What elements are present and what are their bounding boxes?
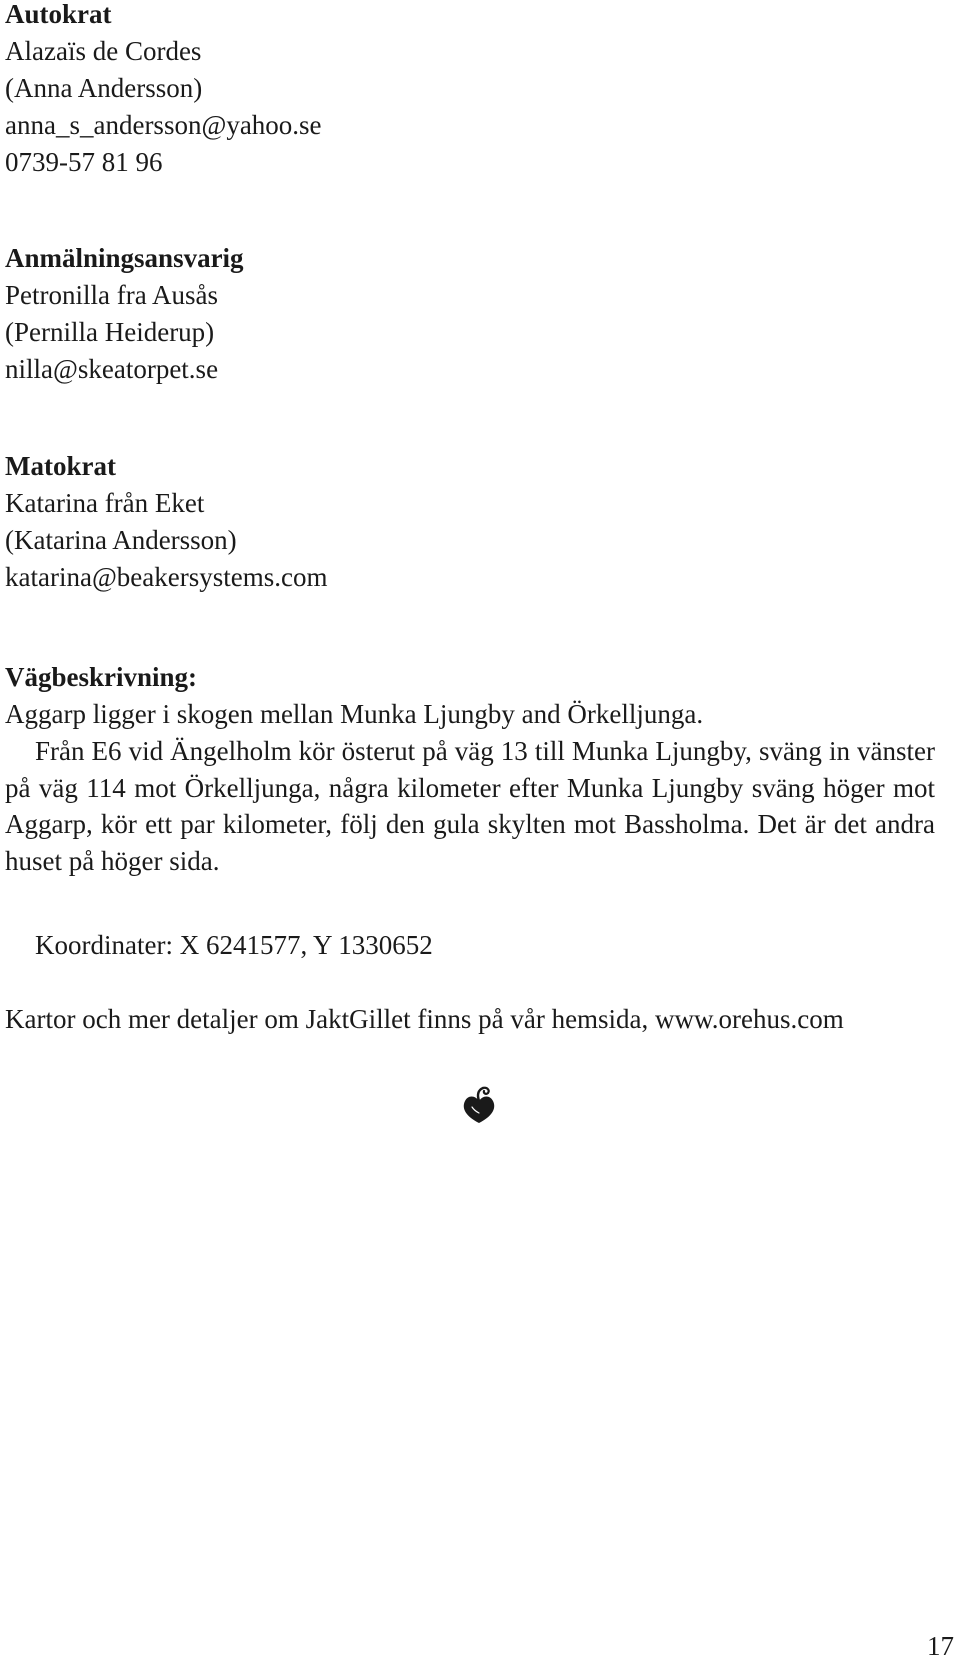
- autokrat-real-name: (Anna Andersson): [5, 73, 203, 103]
- autokrat-name: Alazaïs de Cordes: [5, 36, 202, 66]
- matokrat-heading: Matokrat: [5, 451, 116, 481]
- autokrat-heading: Autokrat: [5, 0, 112, 29]
- vagbeskrivning-section: [5, 659, 935, 879]
- matokrat-name: Katarina från Eket: [5, 488, 205, 518]
- fleuron-icon: [459, 1085, 499, 1125]
- more-info-block: [5, 1001, 935, 1038]
- coordinates-block: [35, 927, 960, 964]
- autokrat-section: [5, 0, 935, 181]
- anmalningsansvarig-section: [5, 240, 935, 388]
- autokrat-phone: 0739-57 81 96: [5, 147, 163, 177]
- page-number: 17: [927, 1631, 954, 1661]
- matokrat-real-name: (Katarina Andersson): [5, 525, 237, 555]
- matokrat-email: katarina@beakersystems.com: [5, 562, 328, 592]
- vagbeskrivning-heading: Vägbeskrivning:: [5, 662, 198, 692]
- anmalningsansvarig-real-name: (Pernilla Heiderup): [5, 317, 215, 347]
- vagbeskrivning-intro: Aggarp ligger i skogen mellan Munka Ljungby and Örkelljunga.: [5, 699, 704, 729]
- matokrat-section: [5, 448, 935, 596]
- directions-text: Från E6 vid Ängelholm kör österut på väg 13 till Munka Ljungby, sväng in vänster på väg 114 mot Örkelljunga, några kilometer efter Munka Ljungby sväng höger mot Aggarp, kör ett par kilometer, följ den gula skylten mot Bassholma. Det är det andra huset på höger sida.: [5, 736, 935, 876]
- more-info-text: Kartor och mer detaljer om JaktGillet finns på vår hemsida, www.orehus.com: [5, 1004, 844, 1034]
- coordinates-text: Koordinater: X 6241577, Y 1330652: [35, 930, 433, 960]
- anmalningsansvarig-heading: Anmälningsansvarig: [5, 243, 244, 273]
- vagbeskrivning-directions: [5, 733, 935, 879]
- anmalningsansvarig-email: nilla@skeatorpet.se: [5, 354, 219, 384]
- autokrat-email: anna_s_andersson@yahoo.se: [5, 110, 322, 140]
- anmalningsansvarig-name: Petronilla fra Ausås: [5, 280, 218, 310]
